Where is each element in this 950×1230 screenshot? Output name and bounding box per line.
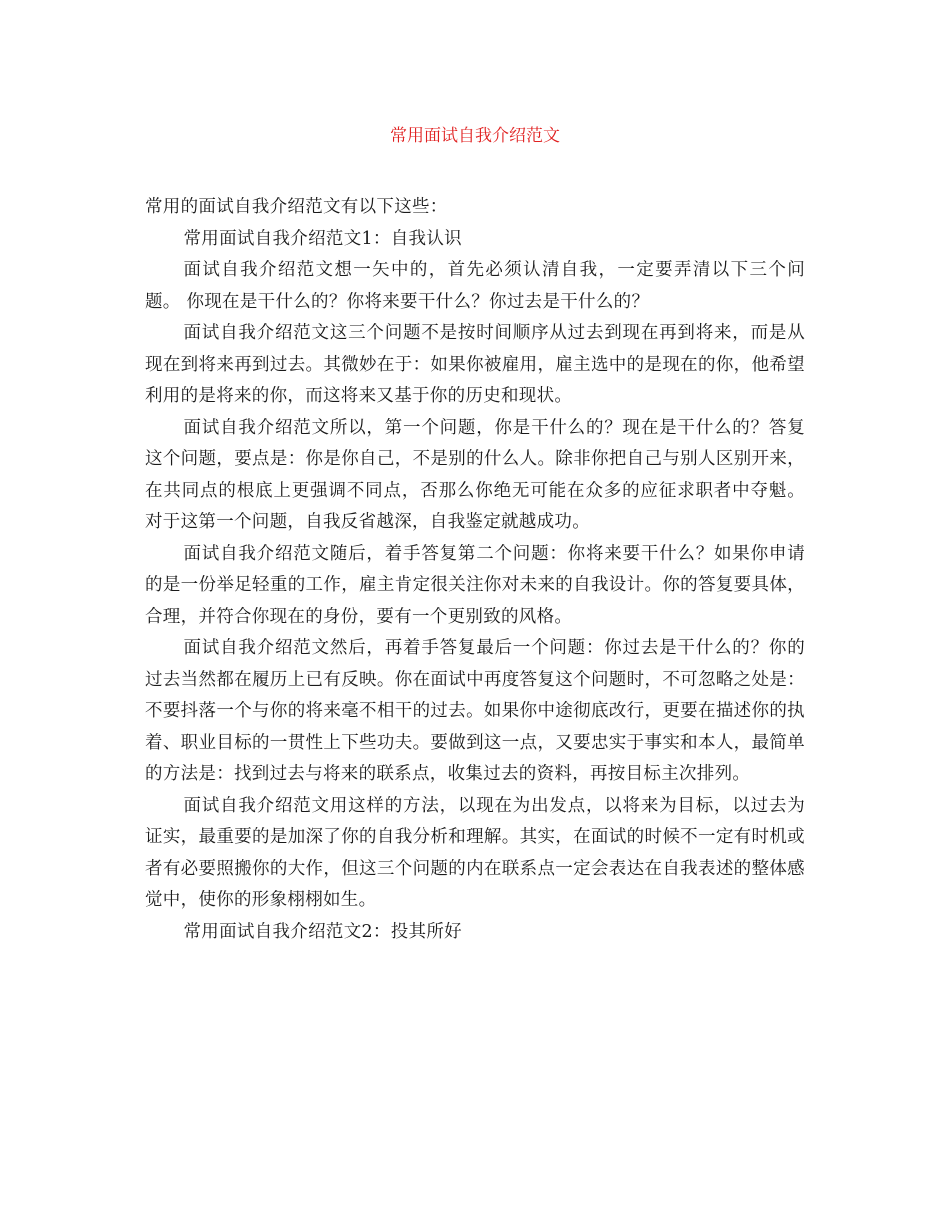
section-heading-1: 常用面试自我介绍范文1：自我认识 [183,228,462,249]
body-paragraph: 面试自我介绍范文想一矢中的，首先必须认清自我，一定要弄清以下三个问题。 你现在是干什么的？你将来要干什么？你过去是干什么的？ [145,260,805,312]
intro-paragraph: 常用的面试自我介绍范文有以下这些： [145,197,448,217]
body-paragraph: 面试自我介绍范文随后，着手答复第二个问题：你将来要干什么？如果你申请的是一份举足轻重的工作，雇主肯定很关注你对未来的自我设计。你的答复要具体，合理，并符合你现在的身份，要有一个更别致的风格。 [145,543,805,627]
section-heading-2: 常用面试自我介绍范文2：投其所好 [183,921,462,942]
body-paragraph: 面试自我介绍范文然后，再着手答复最后一个问题：你过去是干什么的？你的过去当然都在履历上已有反映。你在面试中再度答复这个问题时，不可忽略之处是：不要抖落一个与你的将来毫不相干的过去。如果你中途彻底改行，更要在描述你的执着、职业目标的一贯性上下些功夫。要做到这一点，又要忠实于事实和本人，最简单的方法是：找到过去与将来的联系点，收集过去的资料，再按目标主次排列。 [145,638,805,784]
body-paragraph: 面试自我介绍范文所以，第一个问题，你是干什么的？现在是干什么的？答复这个问题，要点是：你是你自己，不是别的什么人。除非你把自己与别人区别开来，在共同点的根底上更强调不同点，否那么你绝无可能在众多的应征求职者中夺魁。 对于这第一个问题，自我反省越深，自我鉴定就越成功。 [145,417,805,532]
body-paragraph: 面试自我介绍范文用这样的方法，以现在为出发点，以将来为目标，以过去为证实，最重要的是加深了你的自我分析和理解。其实，在面试的时候不一定有时机或者有必要照搬你的大作，但这三个问题的内在联系点一定会表达在自我表述的整体感觉中，使你的形象栩栩如生。 [145,795,805,910]
document-title: 常用面试自我介绍范文 [390,126,560,146]
body-paragraph: 面试自我介绍范文这三个问题不是按时间顺序从过去到现在再到将来，而是从现在到将来再到过去。其微妙在于：如果你被雇用，雇主选中的是现在的你，他希望利用的是将来的你，而这将来又基于你的历史和现状。 [145,323,805,406]
document-body [145,192,805,948]
